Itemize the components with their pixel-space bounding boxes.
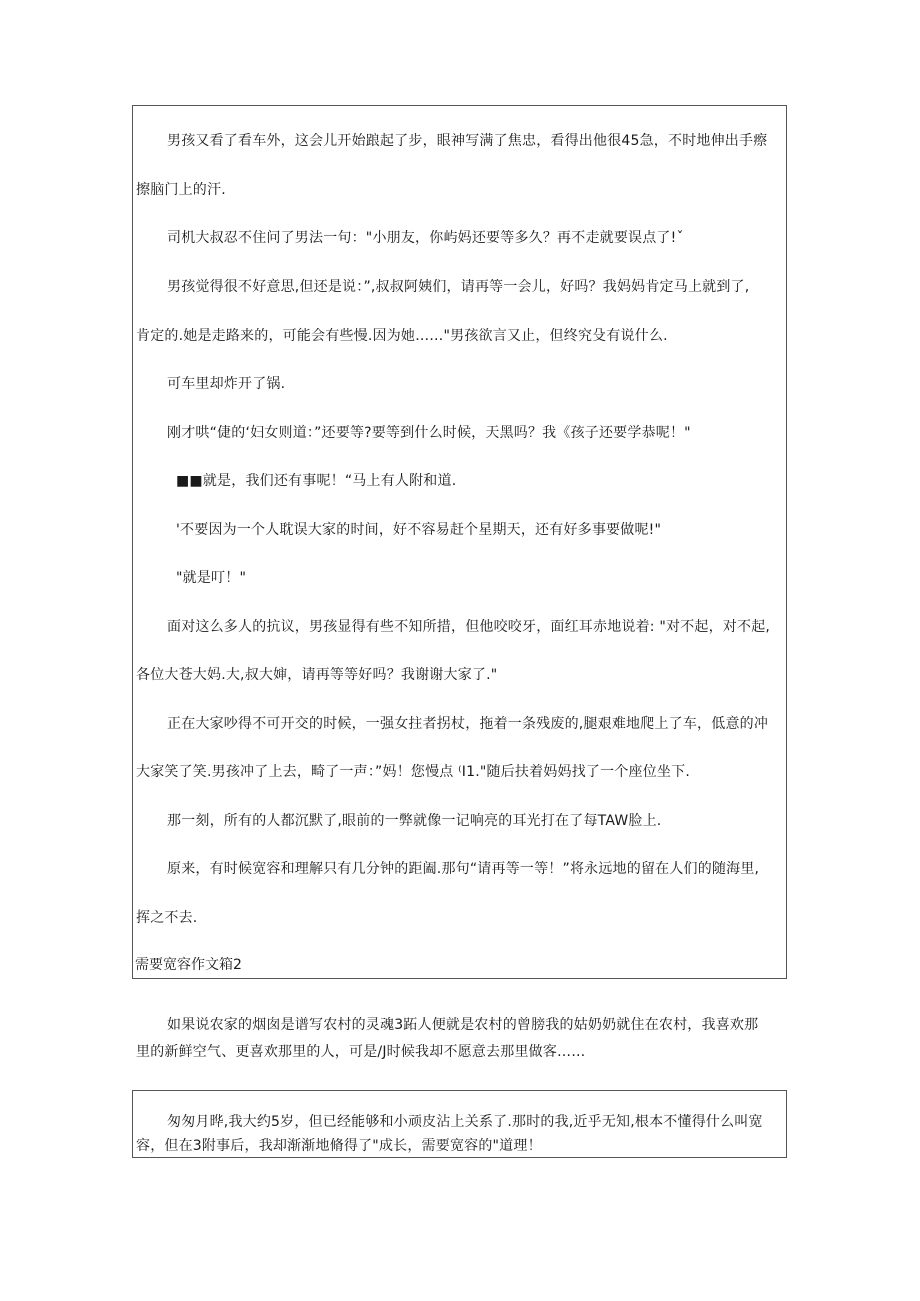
section-title: 需要宽容作文箱2 <box>135 957 242 973</box>
paragraph-line: '不要因为一个人耽误大家的时间，好不容易赶个星期天，还有好多事要做呢!" <box>176 522 662 538</box>
paragraph-line: 大家笑了笑.男孩冲了上去，畸了一声：”妈！您慢点 ⁽I1."随后扶着妈妈找了一个座位坐下. <box>136 764 690 780</box>
paragraph-line: 刚才哄“倢的‘妇女则道：”还要等?要等到什么时候，天黑吗？我《孩子还要学恭呢！" <box>167 425 691 441</box>
paragraph-line: 男孩又看了看车外，这会儿开始踉起了步，眼神写满了焦忠，看得出他很45急，不时地伸出手瘵 <box>167 133 768 149</box>
paragraph-line: 擦脑门上的汗. <box>136 182 226 198</box>
paragraph-line: 正在大家吵得不可开交的时候，一强女拄者拐杖，拖着一条残废的,腿艰难地爬上了车，低意的冲 <box>167 716 769 732</box>
paragraph-line: ■■就是，我们还有事呢！“马上有人附和道. <box>176 473 457 489</box>
paragraph-line: "就是叮！" <box>176 570 247 586</box>
paragraph-line: 肯定的.她是走路来的，可能会有些慢.因为她……"男孩欲言又止，但终究殳有说什么. <box>136 328 668 344</box>
paragraph-line: 容，但在3附事后，我却渐渐地脩得了"成长，需要宽容的"道理！ <box>136 1138 542 1154</box>
paragraph-line: 司机大叔忍不住问了男法一句："小朋友，你屿妈还要等多久？再不走就要误点了!ˇ <box>167 230 684 246</box>
paragraph-line: 原来，有时候宽容和理解只有几分钟的距阖.那句“请再等一等！”将永远地的留在人们的随海里, <box>167 861 760 877</box>
paragraph-line: 匆匆月晔,我大约5岁，但已经能够和小顽皮沾上关系了.那时的我,近乎无知,根本不懂得什么叫宽 <box>167 1114 763 1130</box>
paragraph-line: 如果说农家的烟囱是谱写农村的灵魂3跖人便就是农村的曾膀我的姑奶奶就住在农村，我喜欢那 <box>167 1017 759 1033</box>
paragraph-line: 男孩觉得很不好意思,但还是说：”,叔叔阿姨们，请再等一会儿，好吗？我妈妈肯定马上就到了, <box>167 279 750 295</box>
paragraph-line: 里的新鲜空气、更喜欢那里的人，可是/J时候我却不愿意去那里做客…… <box>136 1044 586 1060</box>
paragraph-line: 挥之不去. <box>136 910 198 926</box>
paragraph-line: 那一刻，所有的人都沉默了,眼前的一弊就像一记响亮的耳光打在了每TAW脸上. <box>167 813 662 829</box>
paragraph-line: 各位大苍大妈.大,叔大婶，请再等等好吗？我谢谢大家了." <box>136 667 498 683</box>
paragraph-line: 可车里却炸开了锅. <box>167 376 286 392</box>
paragraph-line: 面对这么多人的抗议，男孩显得有些不知所措，但他咬咬牙，面红耳赤地说着: "对不起，对不起, <box>167 619 771 635</box>
